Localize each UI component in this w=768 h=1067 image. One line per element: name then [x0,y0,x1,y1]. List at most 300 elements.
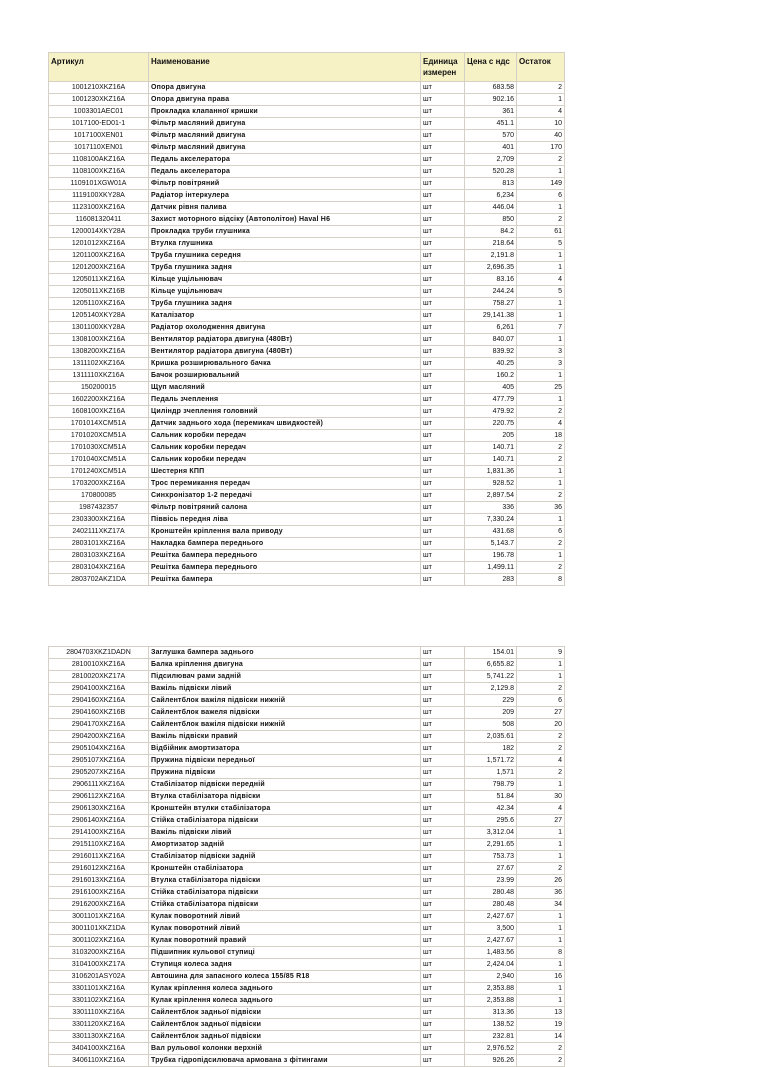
price-cell: 83.16 [465,274,517,286]
sku-cell: 2804703XKZ1DADN [49,647,149,659]
stock-cell: 26 [517,875,565,887]
sku-cell: 1608100XKZ16A [49,406,149,418]
price-cell: 2,291.65 [465,839,517,851]
stock-cell: 2 [517,442,565,454]
name-cell: Кільце ущільнювач [149,274,421,286]
unit-cell: шт [421,1019,465,1031]
stock-cell: 3 [517,346,565,358]
name-cell: Сальник коробки передач [149,454,421,466]
sku-cell: 2905104XKZ16A [49,743,149,755]
unit-cell: шт [421,550,465,562]
table-row [49,863,565,875]
name-cell: Трубка гідропідсилювача армована з фітингами [149,1055,421,1067]
table-row [49,490,565,502]
table-row [49,538,565,550]
unit-cell: шт [421,1043,465,1055]
stock-cell: 1 [517,334,565,346]
price-cell: 902.16 [465,94,517,106]
price-cell: 3,312.04 [465,827,517,839]
table-row [49,418,565,430]
stock-cell: 2 [517,214,565,226]
stock-cell: 4 [517,274,565,286]
sku-cell: 2916100XKZ16A [49,887,149,899]
sku-cell: 2904200XKZ16A [49,731,149,743]
price-cell: 220.75 [465,418,517,430]
table-row [49,106,565,118]
parts-table-page-2 [48,646,565,1067]
unit-cell: шт [421,671,465,683]
table-row [49,226,565,238]
price-cell: 6,655.82 [465,659,517,671]
price-cell: 2,709 [465,154,517,166]
table-row [49,166,565,178]
name-cell: Труба глушника середня [149,250,421,262]
unit-cell: шт [421,394,465,406]
sku-cell: 1311110XKZ16A [49,370,149,382]
table-row [49,358,565,370]
stock-cell: 2 [517,743,565,755]
price-cell: 2,897.54 [465,490,517,502]
unit-cell: шт [421,683,465,695]
price-cell: 446.04 [465,202,517,214]
unit-cell: шт [421,743,465,755]
table-row [49,502,565,514]
name-cell: Захист моторного відсіку (Автополітон) Haval H6 [149,214,421,226]
sku-cell: 2810010XKZ16A [49,659,149,671]
price-cell: 361 [465,106,517,118]
sku-cell: 1205011XKZ16B [49,286,149,298]
price-cell: 51.84 [465,791,517,803]
stock-cell: 1 [517,310,565,322]
stock-cell: 2 [517,1043,565,1055]
name-cell: Прокладка клапанної кришки [149,106,421,118]
name-cell: Стійка стабілізатора підвіски [149,815,421,827]
name-cell: Вал рульової колонки верхній [149,1043,421,1055]
table-row [49,454,565,466]
name-cell: Кулак поворотний лівий [149,911,421,923]
price-cell: 431.68 [465,526,517,538]
sku-cell: 2803101XKZ16A [49,538,149,550]
name-cell: Відбійник амортизатора [149,743,421,755]
sku-cell: 1017110XEN01 [49,142,149,154]
sku-cell: 1205110XKZ16A [49,298,149,310]
stock-cell: 1 [517,298,565,310]
table-row [49,562,565,574]
price-cell: 2,035.61 [465,731,517,743]
price-cell: 1,571 [465,767,517,779]
price-cell: 758.27 [465,298,517,310]
price-cell: 218.64 [465,238,517,250]
sku-cell: 150200015 [49,382,149,394]
sku-cell: 3301101XKZ16A [49,983,149,995]
stock-cell: 5 [517,286,565,298]
unit-cell: шт [421,514,465,526]
sku-cell: 1205011XKZ16A [49,274,149,286]
price-cell: 160.2 [465,370,517,382]
table-row [49,526,565,538]
name-cell: Кулак поворотний лівий [149,923,421,935]
stock-cell: 2 [517,82,565,94]
stock-cell: 170 [517,142,565,154]
sku-cell: 2904160XKZ16B [49,707,149,719]
price-cell: 27.67 [465,863,517,875]
sku-cell: 1003301AEC01 [49,106,149,118]
stock-cell: 1 [517,995,565,1007]
stock-cell: 6 [517,526,565,538]
sku-cell: 3404100XKZ16A [49,1043,149,1055]
unit-cell: шт [421,971,465,983]
table-row [49,959,565,971]
unit-cell: шт [421,406,465,418]
sku-cell: 3001101XKZ1DA [49,923,149,935]
price-cell: 3,500 [465,923,517,935]
name-cell: Заглушка бампера заднього [149,647,421,659]
name-cell: Датчик заднього хода (перемикач швидкостей) [149,418,421,430]
sku-cell: 3106201ASY02A [49,971,149,983]
unit-cell: шт [421,827,465,839]
name-cell: Шестерня КПП [149,466,421,478]
price-cell: 295.6 [465,815,517,827]
table-row [49,983,565,995]
sku-cell: 3001102XKZ16A [49,935,149,947]
table-row [49,695,565,707]
unit-cell: шт [421,94,465,106]
sku-cell: 1123100XKZ16A [49,202,149,214]
stock-cell: 6 [517,190,565,202]
price-cell: 2,129.8 [465,683,517,695]
name-cell: Стійка стабілізатора підвіски [149,899,421,911]
stock-cell: 2 [517,1055,565,1067]
table-row [49,731,565,743]
sku-cell: 1001230XKZ16A [49,94,149,106]
column-header-price: Цена с ндс [465,53,517,82]
unit-cell: шт [421,731,465,743]
table-row [49,839,565,851]
unit-cell: шт [421,442,465,454]
name-cell: Пружина підвіски [149,767,421,779]
sku-cell: 1017100XEN01 [49,130,149,142]
table-row [49,743,565,755]
price-cell: 1,571.72 [465,755,517,767]
price-cell: 336 [465,502,517,514]
name-cell: Решітка бампера переднього [149,550,421,562]
price-cell: 2,427.67 [465,911,517,923]
price-cell: 6,261 [465,322,517,334]
table-row [49,238,565,250]
table-body [49,82,565,586]
sku-cell: 1017100-ED01-1 [49,118,149,130]
stock-cell: 2 [517,538,565,550]
unit-cell: шт [421,983,465,995]
table-row [49,550,565,562]
unit-cell: шт [421,935,465,947]
stock-cell: 1 [517,202,565,214]
unit-cell: шт [421,947,465,959]
sku-cell: 1109101XGW01A [49,178,149,190]
table-row [49,851,565,863]
unit-cell: шт [421,130,465,142]
table-row [49,406,565,418]
price-cell: 7,330.24 [465,514,517,526]
unit-cell: шт [421,695,465,707]
price-cell: 683.58 [465,82,517,94]
stock-cell: 3 [517,358,565,370]
name-cell: Втулка стабілізатора підвіски [149,875,421,887]
table-row [49,310,565,322]
unit-cell: шт [421,370,465,382]
unit-cell: шт [421,851,465,863]
sku-cell: 1201200XKZ16A [49,262,149,274]
price-cell: 154.01 [465,647,517,659]
sku-cell: 1311102XKZ16A [49,358,149,370]
table-row [49,346,565,358]
table-row [49,262,565,274]
sku-cell: 2906140XKZ16A [49,815,149,827]
unit-cell: шт [421,166,465,178]
stock-cell: 2 [517,767,565,779]
stock-cell: 2 [517,154,565,166]
table-row [49,298,565,310]
price-cell: 2,940 [465,971,517,983]
stock-cell: 61 [517,226,565,238]
sku-cell: 1703200XKZ16A [49,478,149,490]
price-cell: 196.78 [465,550,517,562]
unit-cell: шт [421,815,465,827]
name-cell: Сайлентблок задньої підвіски [149,1007,421,1019]
name-cell: Балка кріплення двигуна [149,659,421,671]
stock-cell: 1 [517,911,565,923]
price-cell: 40.25 [465,358,517,370]
name-cell: Підсилювач рами задній [149,671,421,683]
unit-cell: шт [421,418,465,430]
name-cell: Бачок розширювальний [149,370,421,382]
stock-cell: 6 [517,695,565,707]
table-header-row [49,53,565,82]
name-cell: Педаль акселератора [149,154,421,166]
stock-cell: 1 [517,166,565,178]
table-row [49,274,565,286]
stock-cell: 1 [517,851,565,863]
stock-cell: 36 [517,887,565,899]
stock-cell: 1 [517,959,565,971]
price-cell: 928.52 [465,478,517,490]
table-row [49,1031,565,1043]
price-cell: 479.92 [465,406,517,418]
stock-cell: 1 [517,262,565,274]
unit-cell: шт [421,250,465,262]
table-row [49,647,565,659]
name-cell: Кулак поворотний правий [149,935,421,947]
sku-cell: 1108100XKZ16A [49,166,149,178]
sku-cell: 1602200XKZ16A [49,394,149,406]
sku-cell: 3001101XKZ16A [49,911,149,923]
name-cell: Підшипник кульової ступиці [149,947,421,959]
price-cell: 29,141.38 [465,310,517,322]
unit-cell: шт [421,154,465,166]
column-header-name: Наименование [149,53,421,82]
stock-cell: 1 [517,466,565,478]
unit-cell: шт [421,466,465,478]
table-row [49,382,565,394]
table-row [49,923,565,935]
table-row [49,827,565,839]
unit-cell: шт [421,538,465,550]
stock-cell: 2 [517,731,565,743]
unit-cell: шт [421,118,465,130]
stock-cell: 2 [517,683,565,695]
unit-cell: шт [421,190,465,202]
name-cell: Решітка бампера переднього [149,562,421,574]
price-cell: 244.24 [465,286,517,298]
stock-cell: 1 [517,370,565,382]
sku-cell: 3406110XKZ16A [49,1055,149,1067]
table-row [49,478,565,490]
price-cell: 1,483.56 [465,947,517,959]
price-cell: 2,191.8 [465,250,517,262]
name-cell: Ступиця колеса задня [149,959,421,971]
price-cell: 232.81 [465,1031,517,1043]
sku-cell: 1119100XKY28A [49,190,149,202]
table-row [49,322,565,334]
stock-cell: 2 [517,406,565,418]
table-row [49,935,565,947]
unit-cell: шт [421,226,465,238]
name-cell: Стабілізатор підвіски передній [149,779,421,791]
sku-cell: 2914100XKZ16A [49,827,149,839]
unit-cell: шт [421,142,465,154]
unit-cell: шт [421,310,465,322]
price-cell: 839.92 [465,346,517,358]
unit-cell: шт [421,214,465,226]
table-row [49,394,565,406]
unit-cell: шт [421,382,465,394]
table-row [49,178,565,190]
price-cell: 850 [465,214,517,226]
price-cell: 140.71 [465,442,517,454]
sku-cell: 2916013XKZ16A [49,875,149,887]
unit-cell: шт [421,767,465,779]
stock-cell: 18 [517,430,565,442]
stock-cell: 2 [517,454,565,466]
stock-cell: 1 [517,935,565,947]
table-row [49,466,565,478]
sku-cell: 3103200XKZ16A [49,947,149,959]
unit-cell: шт [421,502,465,514]
stock-cell: 1 [517,514,565,526]
table-row [49,286,565,298]
stock-cell: 1 [517,923,565,935]
table-row [49,1019,565,1031]
unit-cell: шт [421,430,465,442]
name-cell: Кулак кріплення колеса заднього [149,983,421,995]
name-cell: Важіль підвіски правий [149,731,421,743]
sku-cell: 1308100XKZ16A [49,334,149,346]
price-cell: 570 [465,130,517,142]
table-row [49,430,565,442]
stock-cell: 25 [517,382,565,394]
stock-cell: 8 [517,947,565,959]
sku-cell: 2905107XKZ16A [49,755,149,767]
sku-cell: 1201012XKZ16A [49,238,149,250]
table-row [49,130,565,142]
unit-cell: шт [421,298,465,310]
name-cell: Радіатор інтеркулера [149,190,421,202]
table-row [49,767,565,779]
table-row [49,334,565,346]
stock-cell: 1 [517,983,565,995]
name-cell: Сайлентблок важіля підвіски нижній [149,719,421,731]
price-cell: 520.28 [465,166,517,178]
unit-cell: шт [421,478,465,490]
name-cell: Кронштейн втулки стабілізатора [149,803,421,815]
table-row [49,779,565,791]
sku-cell: 2916200XKZ16A [49,899,149,911]
name-cell: Кільце ущільнювач [149,286,421,298]
name-cell: Опора двигуна права [149,94,421,106]
column-header-unit: Единица измерен [421,53,465,82]
table-row [49,803,565,815]
unit-cell: шт [421,779,465,791]
name-cell: Педаль зчеплення [149,394,421,406]
name-cell: Датчик рівня палива [149,202,421,214]
table-row [49,791,565,803]
price-cell: 405 [465,382,517,394]
price-cell: 508 [465,719,517,731]
sku-cell: 2810020XKZ17A [49,671,149,683]
unit-cell: шт [421,863,465,875]
sku-cell: 2916011XKZ16A [49,851,149,863]
name-cell: Циліндр зчеплення головний [149,406,421,418]
price-cell: 313.36 [465,1007,517,1019]
price-cell: 5,143.7 [465,538,517,550]
price-cell: 2,427.67 [465,935,517,947]
table-row [49,659,565,671]
name-cell: Сайлентблок важіля підвіски нижній [149,695,421,707]
name-cell: Вентилятор радіатора двигуна (480Вт) [149,346,421,358]
sku-cell: 1701020XCM51A [49,430,149,442]
sku-cell: 1301100XKY28A [49,322,149,334]
unit-cell: шт [421,923,465,935]
price-cell: 229 [465,695,517,707]
name-cell: Пружина підвіски передньої [149,755,421,767]
price-cell: 280.48 [465,899,517,911]
stock-cell: 4 [517,755,565,767]
price-cell: 6,234 [465,190,517,202]
stock-cell: 1 [517,94,565,106]
name-cell: Сайлентблок задньої підвіски [149,1031,421,1043]
sku-cell: 2905207XKZ16A [49,767,149,779]
table-row [49,214,565,226]
price-cell: 451.1 [465,118,517,130]
stock-cell: 20 [517,719,565,731]
stock-cell: 1 [517,779,565,791]
unit-cell: шт [421,839,465,851]
name-cell: Каталізатор [149,310,421,322]
table-row [49,875,565,887]
sku-cell: 1200014XKY28A [49,226,149,238]
unit-cell: шт [421,358,465,370]
stock-cell: 34 [517,899,565,911]
name-cell: Кулак кріплення колеса заднього [149,995,421,1007]
table-row [49,514,565,526]
name-cell: Сальник коробки передач [149,442,421,454]
stock-cell: 27 [517,815,565,827]
name-cell: Фільтр повітряний [149,178,421,190]
name-cell: Фільтр масляний двигуна [149,130,421,142]
price-cell: 42.34 [465,803,517,815]
sku-cell: 2904160XKZ16A [49,695,149,707]
name-cell: Стабілізатор підвіски задній [149,851,421,863]
